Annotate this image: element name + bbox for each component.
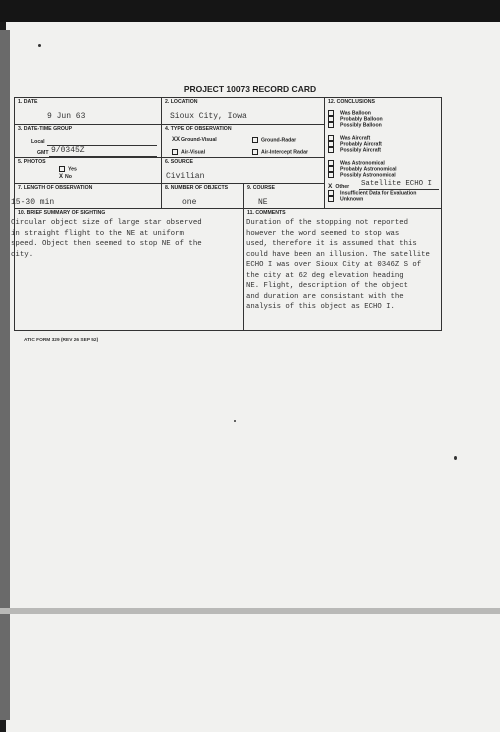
- conclusion-unknown: [328, 196, 363, 202]
- location-label: 2. LOCATION: [165, 99, 198, 105]
- photos-cell: [15, 158, 162, 184]
- gmt-line: [49, 156, 157, 157]
- card-title: PROJECT 10073 RECORD CARD: [183, 84, 317, 94]
- ground-radar-label: Ground-Radar: [261, 137, 297, 144]
- conclusion-label: Was Aircraft: [340, 135, 371, 142]
- ground-visual-option: [172, 137, 217, 143]
- date-value: 9 Jun 63: [47, 112, 86, 121]
- scan-top-border: [0, 0, 500, 22]
- photos-no-mark: X: [59, 174, 64, 180]
- air-intercept-radar-label: Air-Intercept Radar: [261, 149, 308, 156]
- conclusion-label: Probably Aircraft: [340, 141, 382, 148]
- conclusion-possibly-aircraft: [328, 147, 381, 153]
- photos-no-label: No: [65, 174, 72, 180]
- other-mark: X: [328, 183, 333, 190]
- number-of-objects-value: one: [182, 198, 197, 207]
- conclusion-label: Was Astronomical: [340, 160, 385, 167]
- length-value: 15-30 min: [11, 198, 55, 207]
- record-card-form: [11, 97, 442, 331]
- comments-text: Duration of the stopping not reported however the word seemed to stop was used, therefore it is assumed that this could have been an illusion. The satellite ECHO I was over Sioux City at 0346Z S of the city at 62 deg elevation heading NE. Flight, description of the object and duration are consistant with the analysis of this object as ECHO I.: [246, 219, 430, 311]
- source-cell: [162, 158, 325, 184]
- conclusion-label: Probably Balloon: [340, 116, 383, 123]
- other-value: Satellite ECHO I: [361, 180, 432, 188]
- source-label: 6. SOURCE: [165, 159, 193, 165]
- course-value: NE: [258, 198, 268, 207]
- checkbox-icon: [172, 149, 178, 155]
- source-value: Civilian: [166, 172, 205, 181]
- other-label: Other: [335, 184, 350, 190]
- datetime-group-cell: [15, 125, 162, 158]
- datetime-group-label: 3. DATE-TIME GROUP: [18, 126, 73, 132]
- location-value: Sioux City, Iowa: [170, 112, 247, 121]
- number-of-objects-label: 8. NUMBER OF OBJECTS: [165, 185, 229, 191]
- checkbox-icon: [252, 137, 258, 143]
- gmt-value: 9/0345Z: [51, 146, 85, 155]
- number-of-objects-cell: [162, 184, 244, 209]
- scan-speck: [38, 44, 41, 47]
- location-cell: [162, 98, 325, 125]
- checkbox-icon: [328, 172, 334, 178]
- date-cell: [15, 98, 162, 125]
- gmt-label: GMT: [37, 150, 49, 156]
- local-label: Local: [31, 139, 45, 145]
- ground-visual-mark: XX: [172, 137, 181, 143]
- air-intercept-radar-option: [252, 149, 308, 155]
- page-fold-line: [0, 608, 500, 614]
- summary-cell: [11, 209, 244, 331]
- summary-text: Circular object size of large star observed in straight flight to the NE at uniform speed. Object then seemed to stop NE of the city.: [11, 219, 202, 259]
- ground-visual-label: Ground-Visual: [181, 137, 217, 143]
- unknown-label: Unknown: [340, 196, 364, 203]
- comments-cell: [244, 209, 442, 331]
- conclusion-possibly-astronomical: [328, 172, 396, 178]
- air-visual-label: Air-Visual: [181, 149, 206, 156]
- conclusions-label: 12. CONCLUSIONS: [328, 99, 375, 105]
- conclusion-possibly-balloon: [328, 122, 382, 128]
- ground-radar-option: [252, 137, 296, 143]
- length-cell: [11, 184, 162, 209]
- checkbox-icon: [328, 196, 334, 202]
- conclusions-cell: [325, 98, 442, 209]
- checkbox-icon: [252, 149, 258, 155]
- observation-type-label: 4. TYPE OF OBSERVATION: [165, 126, 232, 132]
- course-label: 9. COURSE: [247, 185, 275, 191]
- photos-label: 5. PHOTOS: [18, 159, 46, 165]
- course-cell: [244, 184, 325, 209]
- comments-label: 11. COMMENTS: [247, 210, 286, 216]
- checkbox-icon: [328, 122, 334, 128]
- photos-yes-option: [59, 166, 77, 172]
- conclusion-other: [328, 183, 349, 190]
- date-label: 1. DATE: [18, 99, 38, 105]
- photos-no-option: [59, 174, 72, 180]
- conclusion-label: Possibly Astronomical: [340, 172, 396, 179]
- observation-type-cell: [162, 125, 325, 158]
- insufficient-label: Insufficient Data for Evaluation: [340, 190, 417, 197]
- length-label: 7. LENGTH OF OBSERVATION: [18, 185, 93, 191]
- conclusion-label: Probably Astronomical: [340, 166, 397, 173]
- form-footer: ATIC FORM 329 (REV 26 SEP 52): [24, 338, 99, 343]
- checkbox-icon: [328, 147, 334, 153]
- photos-yes-label: Yes: [68, 166, 77, 173]
- scan-left-edge: [0, 30, 10, 720]
- conclusion-label: Possibly Aircraft: [340, 147, 382, 154]
- conclusion-label: Possibly Balloon: [340, 122, 382, 129]
- air-visual-option: [172, 149, 205, 155]
- scan-speck: [454, 456, 457, 460]
- checkbox-icon: [59, 166, 65, 172]
- scan-speck: [234, 420, 236, 422]
- conclusion-label: Was Balloon: [340, 110, 371, 117]
- summary-label: 10. BRIEF SUMMARY OF SIGHTING: [18, 210, 106, 216]
